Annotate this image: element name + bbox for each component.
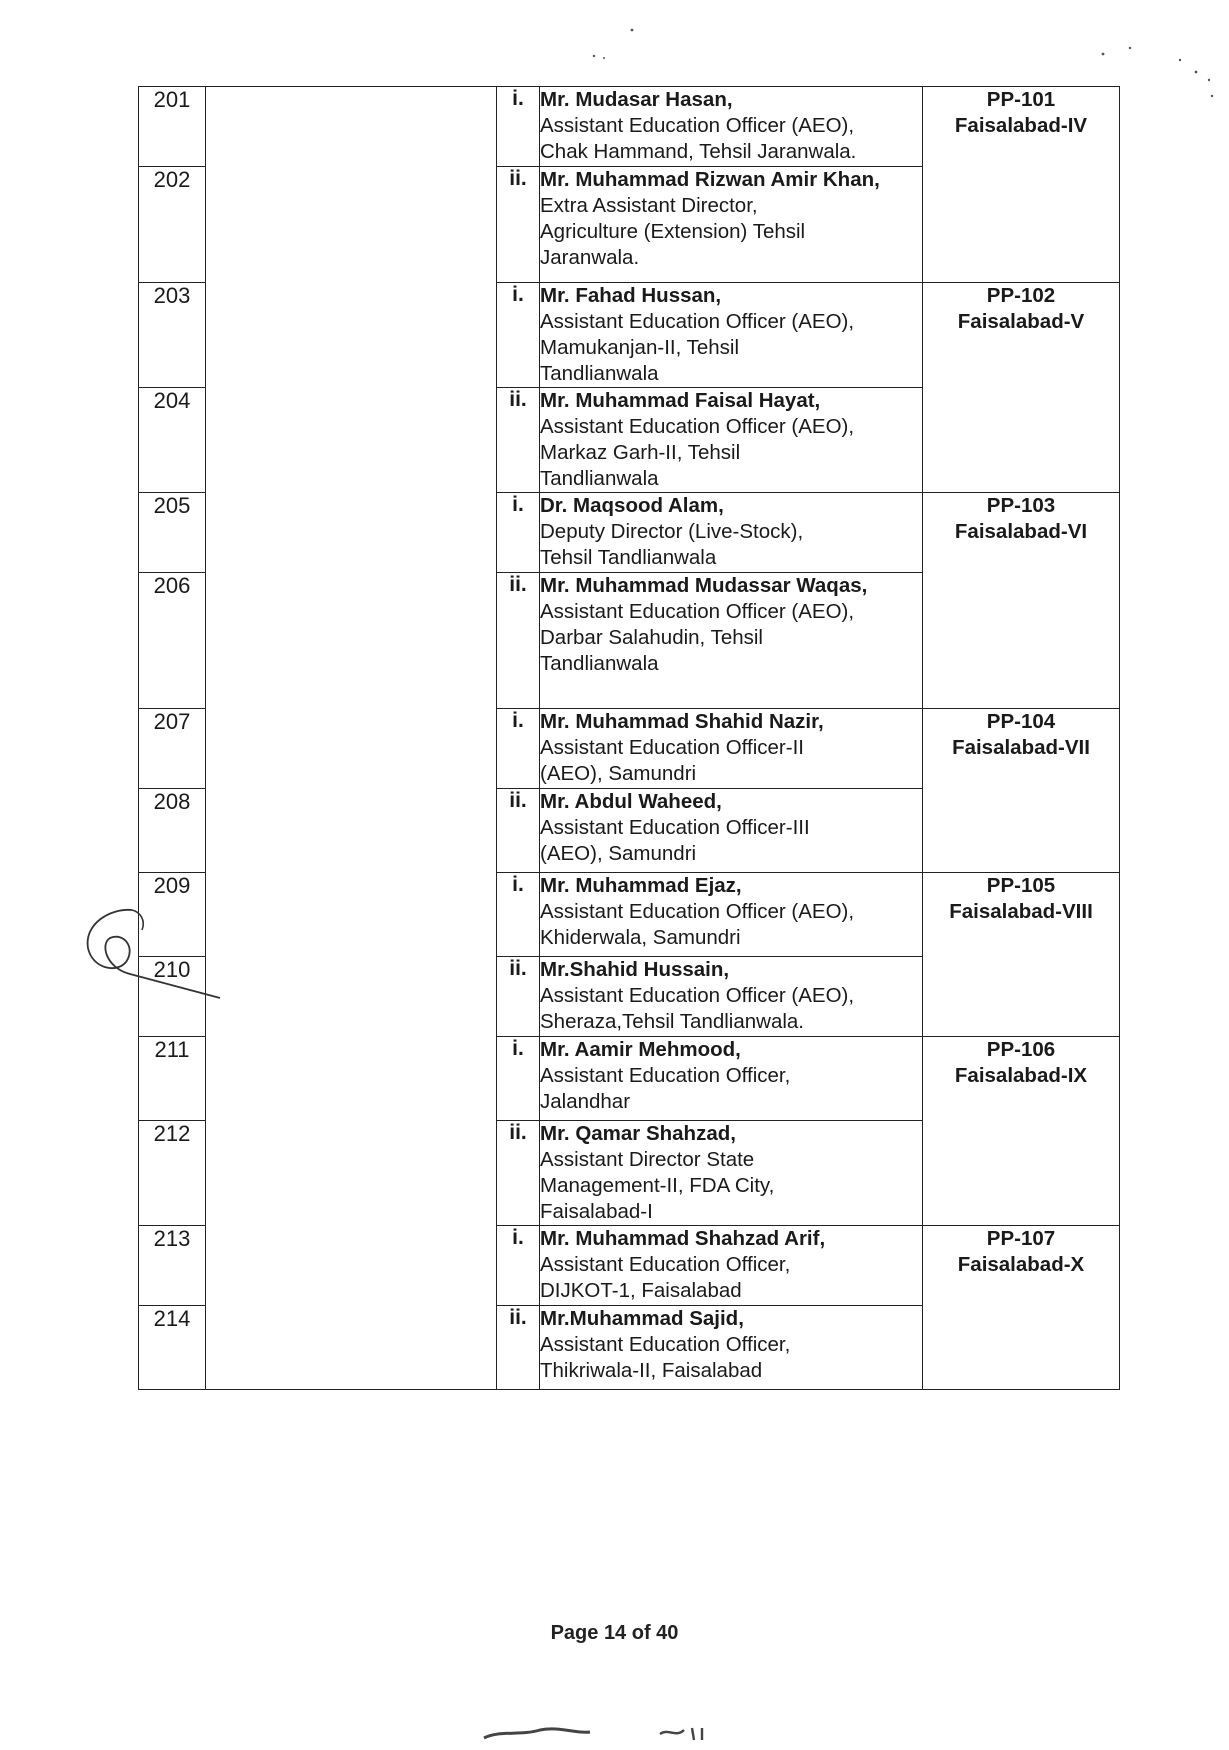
constituency-cell (923, 709, 1120, 873)
officer-detail-line: Assistant Education Officer, (540, 1253, 791, 1276)
officer-detail-line: Assistant Education Officer, (540, 1064, 791, 1087)
constituency-cell (923, 873, 1120, 1037)
officer-detail-line: Mamukanjan-II, Tehsil (540, 336, 740, 359)
roman-numeral-cell: ii. (497, 1121, 540, 1226)
officer-detail-line: Assistant Education Officer (AEO), (540, 310, 855, 333)
constituency-code: PP-102 (986, 284, 1056, 307)
serial-number-cell: 204 (139, 388, 206, 493)
officer-detail-line: Assistant Education Officer (AEO), (540, 114, 855, 137)
serial-number-cell: 211 (139, 1037, 206, 1121)
officer-name: Mr. Aamir Mehmood, (540, 1038, 741, 1061)
officer-detail-line: Tandlianwala (540, 467, 659, 490)
officer-detail-line: Assistant Education Officer (AEO), (540, 900, 855, 923)
officer-detail-line: Sheraza,Tehsil Tandlianwala. (540, 1010, 805, 1033)
officer-detail-line: Extra Assistant Director, (540, 194, 758, 217)
officer-detail-line: Assistant Education Officer (AEO), (540, 984, 855, 1007)
officer-detail-line: Assistant Education Officer-III (540, 816, 810, 839)
serial-number-cell: 205 (139, 493, 206, 573)
officer-cell (540, 873, 923, 957)
officer-detail-line: Agriculture (Extension) Tehsil (540, 220, 806, 243)
officer-name: Mr. Muhammad Mudassar Waqas, (540, 574, 868, 597)
constituency-cell (923, 283, 1120, 493)
page-footer (0, 1622, 1229, 1645)
district-column-cell (206, 87, 497, 1390)
officer-name: Mr. Muhammad Rizwan Amir Khan, (540, 168, 880, 191)
officer-name: Mr.Shahid Hussain, (540, 958, 730, 981)
serial-number-cell: 210 (139, 957, 206, 1037)
officer-detail-line: Tandlianwala (540, 362, 659, 385)
constituency-name: Faisalabad-IX (954, 1064, 1088, 1087)
officer-assignment-table (138, 86, 1120, 1390)
constituency-code: PP-105 (986, 874, 1056, 897)
officer-name: Mr. Mudasar Hasan, (540, 88, 733, 111)
serial-number-cell: 206 (139, 573, 206, 709)
serial-number-cell: 203 (139, 283, 206, 388)
roman-numeral-cell: i. (497, 1037, 540, 1121)
officer-name: Mr. Muhammad Ejaz, (540, 874, 742, 897)
scan-smudge (480, 1720, 740, 1744)
roman-numeral-cell: i. (497, 709, 540, 789)
page-number: Page 14 of 40 (550, 1622, 679, 1644)
officer-name: Mr. Abdul Waheed, (540, 790, 722, 813)
officer-cell (540, 283, 923, 388)
serial-number-cell: 213 (139, 1226, 206, 1306)
officer-detail-line: Jalandhar (540, 1090, 631, 1113)
roman-numeral-cell: i. (497, 283, 540, 388)
constituency-name: Faisalabad-V (957, 310, 1085, 333)
roman-numeral-cell: ii. (497, 789, 540, 873)
constituency-cell (923, 493, 1120, 709)
roman-numeral-cell: i. (497, 1226, 540, 1306)
officer-detail-line: Assistant Education Officer (AEO), (540, 415, 855, 438)
constituency-cell (923, 1037, 1120, 1226)
officer-detail-line: Darbar Salahudin, Tehsil (540, 626, 763, 649)
serial-number-cell: 202 (139, 167, 206, 283)
constituency-name: Faisalabad-VII (952, 736, 1090, 759)
officer-detail-line: Chak Hammand, Tehsil Jaranwala. (540, 140, 857, 163)
officer-cell (540, 1306, 923, 1390)
constituency-name: Faisalabad-IV (954, 114, 1088, 137)
officer-detail-line: Markaz Garh-II, Tehsil (540, 441, 741, 464)
officer-cell (540, 1037, 923, 1121)
roman-numeral-cell: i. (497, 873, 540, 957)
officer-detail-line: Khiderwala, Samundri (540, 926, 741, 949)
constituency-name: Faisalabad-VI (954, 520, 1088, 543)
officer-cell (540, 1226, 923, 1306)
serial-number-cell: 212 (139, 1121, 206, 1226)
officer-detail-line: Thikriwala-II, Faisalabad (540, 1359, 763, 1382)
constituency-code: PP-103 (986, 494, 1056, 517)
officer-cell (540, 709, 923, 789)
table-row (139, 87, 1120, 167)
officer-name: Mr. Muhammad Faisal Hayat, (540, 389, 821, 412)
officer-detail-line: (AEO), Samundri (540, 842, 697, 865)
officer-cell (540, 789, 923, 873)
officer-detail-line: DIJKOT-1, Faisalabad (540, 1279, 742, 1302)
handwritten-signature (70, 902, 230, 1002)
officer-cell (540, 167, 923, 283)
officer-detail-line: Jaranwala. (540, 246, 640, 269)
officer-detail-line: Tandlianwala (540, 652, 659, 675)
officer-name: Mr. Muhammad Shahid Nazir, (540, 710, 824, 733)
officer-cell (540, 1121, 923, 1226)
roman-numeral-cell: i. (497, 493, 540, 573)
serial-number-cell: 209 (139, 873, 206, 957)
roman-numeral-cell: ii. (497, 1306, 540, 1390)
officer-detail-line: Tehsil Tandlianwala (540, 546, 717, 569)
roman-numeral-cell: ii. (497, 957, 540, 1037)
constituency-name: Faisalabad-VIII (949, 900, 1093, 923)
officer-detail-line: Faisalabad-I (540, 1200, 653, 1223)
constituency-code: PP-106 (986, 1038, 1056, 1061)
officer-cell (540, 573, 923, 709)
officer-detail-line: Assistant Education Officer (AEO), (540, 600, 855, 623)
officer-cell (540, 957, 923, 1037)
officer-detail-line: Assistant Director State (540, 1148, 755, 1171)
constituency-cell (923, 87, 1120, 283)
officer-name: Mr. Qamar Shahzad, (540, 1122, 736, 1145)
constituency-code: PP-107 (986, 1227, 1056, 1250)
officer-detail-line: Assistant Education Officer-II (540, 736, 804, 759)
constituency-code: PP-101 (986, 88, 1056, 111)
officer-cell (540, 388, 923, 493)
officer-name: Mr. Fahad Hussan, (540, 284, 722, 307)
officer-cell (540, 87, 923, 167)
officer-detail-line: (AEO), Samundri (540, 762, 697, 785)
serial-number-cell: 214 (139, 1306, 206, 1390)
roman-numeral-cell: i. (497, 87, 540, 167)
roman-numeral-cell: ii. (497, 573, 540, 709)
constituency-code: PP-104 (986, 710, 1056, 733)
serial-number-cell: 207 (139, 709, 206, 789)
roman-numeral-cell: ii. (497, 388, 540, 493)
officer-detail-line: Assistant Education Officer, (540, 1333, 791, 1356)
constituency-name: Faisalabad-X (957, 1253, 1085, 1276)
officer-cell (540, 493, 923, 573)
officer-name: Mr.Muhammad Sajid, (540, 1307, 744, 1330)
officer-name: Dr. Maqsood Alam, (540, 494, 724, 517)
roman-numeral-cell: ii. (497, 167, 540, 283)
serial-number-cell: 208 (139, 789, 206, 873)
officer-detail-line: Deputy Director (Live-Stock), (540, 520, 804, 543)
constituency-cell (923, 1226, 1120, 1390)
officer-detail-line: Management-II, FDA City, (540, 1174, 775, 1197)
serial-number-cell: 201 (139, 87, 206, 167)
officer-name: Mr. Muhammad Shahzad Arif, (540, 1227, 826, 1250)
